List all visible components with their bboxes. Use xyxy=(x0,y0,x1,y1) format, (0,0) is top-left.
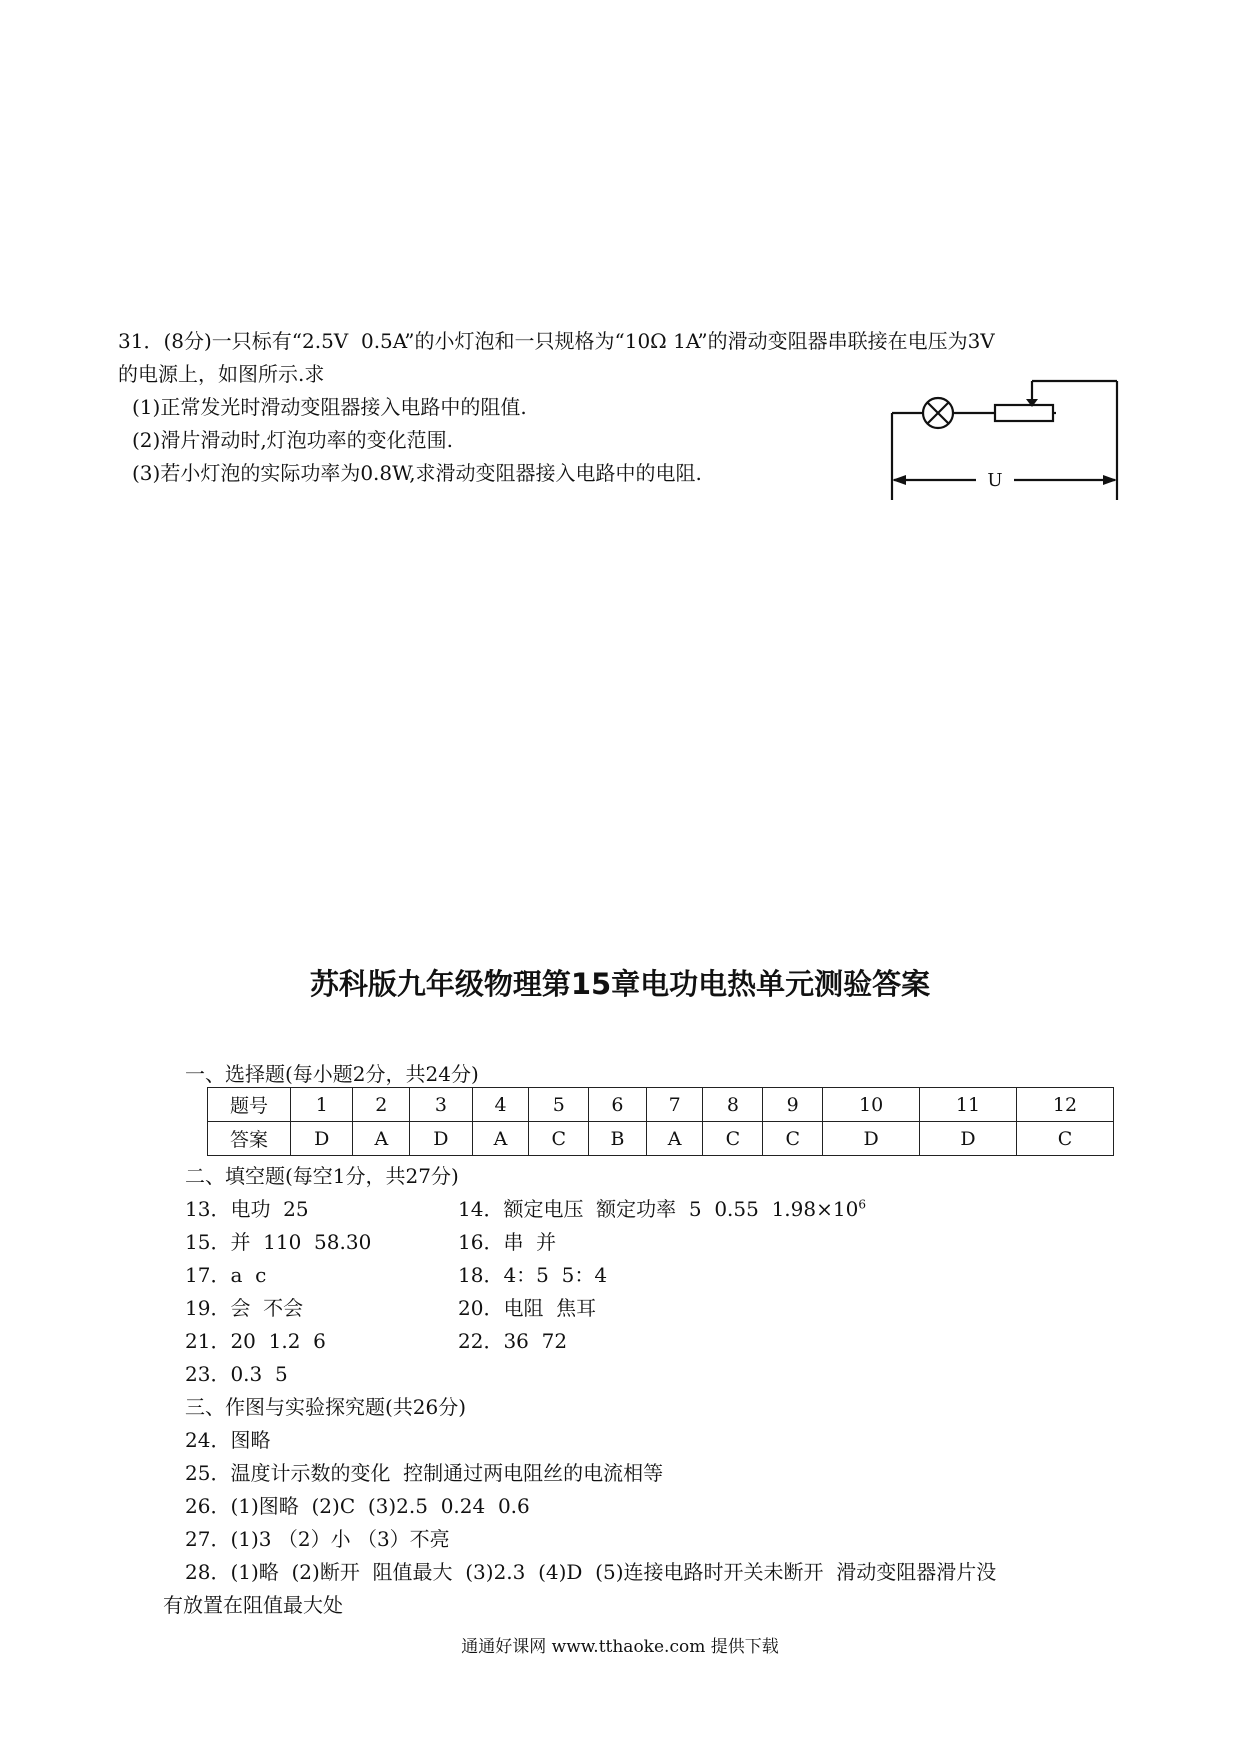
table-header-answer: 答案 xyxy=(208,1122,291,1156)
q31-part-3: (3)若小灯泡的实际功率为0.8W,求滑动变阻器接入电路中的电阻. xyxy=(132,461,702,485)
table-cell: A xyxy=(353,1122,410,1156)
fill-answer: 20．电阻 焦耳 xyxy=(458,1296,597,1320)
table-cell: 9 xyxy=(763,1088,823,1122)
table-cell: C xyxy=(763,1122,823,1156)
table-cell: D xyxy=(920,1122,1017,1156)
answers-title: 苏科版九年级物理第15章电功电热单元测验答案 xyxy=(309,967,931,1001)
table-cell: A xyxy=(646,1122,703,1156)
table-row-numbers xyxy=(208,1088,1114,1122)
q31-stem-line1: 31．(8分)一只标有“2.5V 0.5A”的小灯泡和一只规格为“10Ω 1A”的滑动变阻器串联接在电压为3V xyxy=(118,329,995,353)
table-cell: C xyxy=(1016,1122,1113,1156)
fill-answer: 16．串 并 xyxy=(458,1230,557,1254)
rheostat-icon xyxy=(995,405,1053,421)
fill-answer: 21．20 1.2 6 xyxy=(185,1329,326,1353)
table-cell: D xyxy=(410,1122,472,1156)
q31-part-1: (1)正常发光时滑动变阻器接入电路中的阻值. xyxy=(132,395,527,419)
q31-stem-line2: 的电源上，如图所示.求 xyxy=(118,362,325,386)
table-cell: 11 xyxy=(920,1088,1017,1122)
answer-table xyxy=(207,1087,1114,1156)
table-cell: 4 xyxy=(472,1088,529,1122)
circuit-diagram xyxy=(880,375,1130,505)
table-cell: A xyxy=(472,1122,529,1156)
experiment-answer: 24．图略 xyxy=(185,1428,271,1452)
table-cell: 3 xyxy=(410,1088,472,1122)
table-cell: 10 xyxy=(823,1088,920,1122)
footer-source: 通通好课网 www.tthaoke.com 提供下载 xyxy=(461,1637,779,1657)
u-arrow-right-head xyxy=(1103,475,1117,485)
experiment-answer: 27．(1)3 （2）小 （3）不亮 xyxy=(185,1527,450,1551)
fill-answer: 14．额定电压 额定功率 5 0.55 $1.98\times 10^6$ xyxy=(458,1197,866,1221)
table-cell: 1 xyxy=(291,1088,353,1122)
experiment-answer: 26．(1)图略 (2)C (3)2.5 0.24 0.6 xyxy=(185,1494,530,1518)
section-3-heading: 三、作图与实验探究题(共26分) xyxy=(185,1395,467,1419)
fill-answer: 18．4：5 5：4 xyxy=(458,1263,608,1287)
table-cell: 8 xyxy=(703,1088,763,1122)
fill-answer: 19．会 不会 xyxy=(185,1296,304,1320)
exponent: 6 xyxy=(858,1197,866,1212)
experiment-answer: 25．温度计示数的变化 控制通过两电阻丝的电流相等 xyxy=(185,1461,664,1485)
section-1-heading: 一、选择题(每小题2分，共24分) xyxy=(185,1062,479,1086)
fill-answer: 17．a c xyxy=(185,1263,267,1287)
table-cell: D xyxy=(291,1122,353,1156)
experiment-answer: 28．(1)略 (2)断开 阻值最大 (3)2.3 (4)D (5)连接电路时开关未断开 滑动变阻器滑片没 xyxy=(185,1560,997,1584)
q31-part-2: (2)滑片滑动时,灯泡功率的变化范围. xyxy=(132,428,454,452)
fill-answer: 23．0.3 5 xyxy=(185,1362,288,1386)
table-row-choices xyxy=(208,1122,1114,1156)
table-cell: 5 xyxy=(529,1088,589,1122)
table-header-number: 题号 xyxy=(208,1088,291,1122)
table-cell: 12 xyxy=(1016,1088,1113,1122)
section-2-heading: 二、填空题(每空1分，共27分) xyxy=(185,1164,459,1188)
fill-answer: 15．并 110 58.30 xyxy=(185,1230,372,1254)
experiment-answer-wrap: 有放置在阻值最大处 xyxy=(163,1593,343,1617)
table-cell: 2 xyxy=(353,1088,410,1122)
table-cell: C xyxy=(529,1122,589,1156)
table-cell: D xyxy=(823,1122,920,1156)
table-cell: 6 xyxy=(589,1088,647,1122)
u-arrow-left-head xyxy=(892,475,906,485)
fill-answer: 13．电功 25 xyxy=(185,1197,309,1221)
table-cell: C xyxy=(703,1122,763,1156)
fill-answer: 22．36 72 xyxy=(458,1329,568,1353)
table-cell: 7 xyxy=(646,1088,703,1122)
voltage-label: U xyxy=(987,470,1003,491)
table-cell: B xyxy=(589,1122,647,1156)
